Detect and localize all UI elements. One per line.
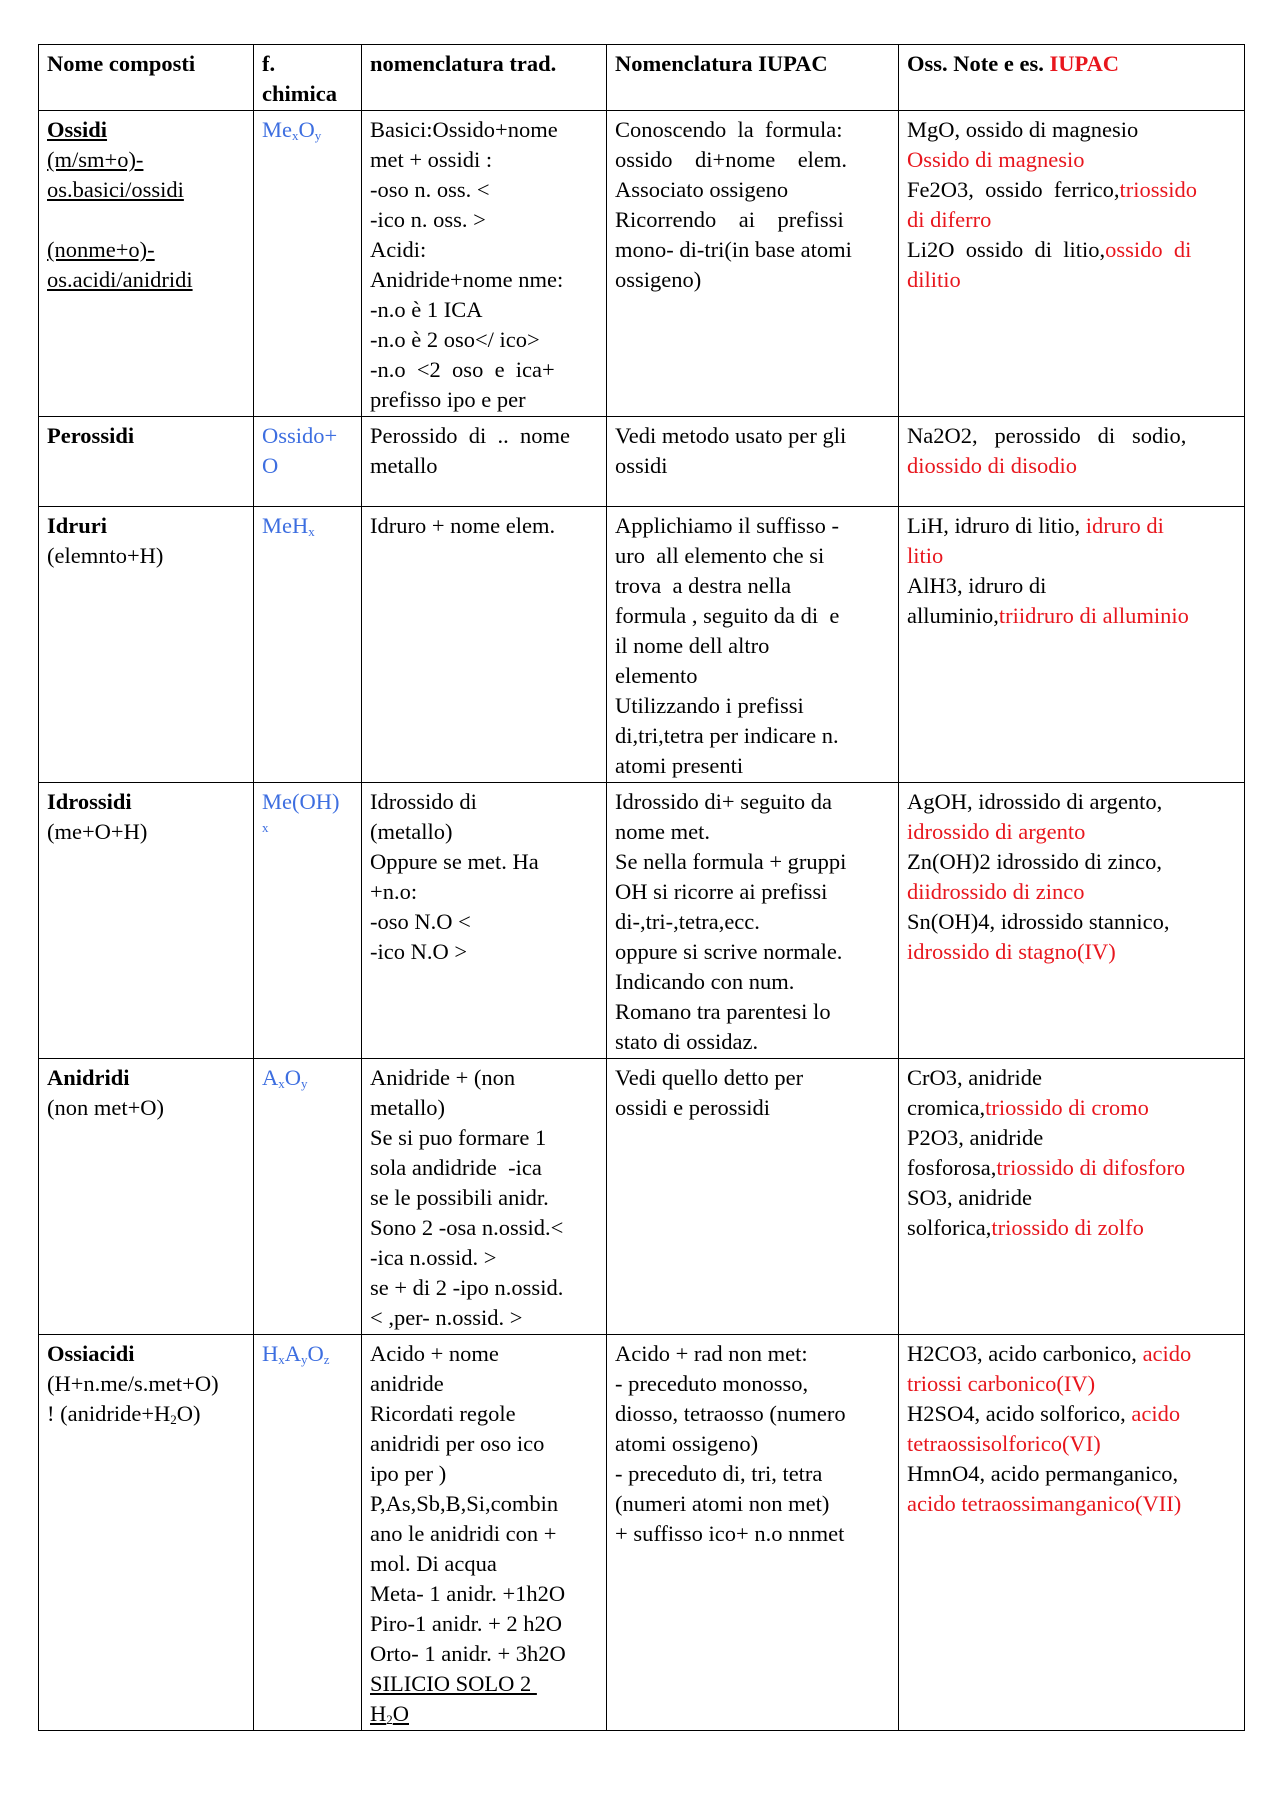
subscript-text: 2	[170, 1412, 177, 1427]
cell-text: -ica n.ossid. >	[370, 1245, 497, 1270]
subscript-text: y	[314, 128, 322, 143]
cell-text: x	[262, 820, 269, 835]
cell-text: triossi carbonico(IV)	[907, 1371, 1096, 1396]
cell-text: alluminio,	[907, 603, 999, 628]
cell-text: Orto- 1 anidr. + 3h2O	[370, 1641, 566, 1666]
cell-formula	[254, 1335, 362, 1731]
cell-text: diidrossido di zinco	[907, 879, 1085, 904]
cell-text: Sn(OH)4, idrossido stannico,	[907, 909, 1170, 934]
header-nomenclatura-trad: nomenclatura trad.	[362, 45, 607, 111]
cell-text: -oso n. oss. <	[370, 177, 490, 202]
cell-text: Se nella formula + gruppi	[615, 849, 847, 874]
header-formula: f. chimica	[254, 45, 362, 111]
nomenclature-table	[38, 44, 1245, 1731]
cell-text: triossido	[1119, 177, 1197, 202]
cell-text: acido	[1131, 1401, 1181, 1426]
cell-text: triidruro di alluminio	[998, 603, 1189, 628]
table-row-ossidi	[39, 111, 1245, 417]
cell-text: solforica,	[907, 1215, 992, 1240]
cell-text: ! (anidride+H	[47, 1401, 171, 1426]
cell-text: + suffisso ico+ n.o nnmet	[615, 1521, 845, 1546]
cell-text	[907, 511, 1236, 541]
cell-text: SO3, anidride	[907, 1185, 1032, 1210]
cell-text: Ricorrendo ai prefissi	[615, 207, 844, 232]
cell-text: O	[307, 1341, 324, 1366]
cell-trad	[362, 1335, 607, 1731]
cell-text: triossido di difosforo	[996, 1155, 1186, 1180]
cell-notes	[899, 1335, 1245, 1731]
cell-text: Sono 2 -osa n.ossid.<	[370, 1215, 564, 1240]
cell-compound-name	[39, 111, 254, 417]
cell-text: H	[262, 1341, 279, 1366]
cell-text	[907, 1399, 1236, 1429]
cell-text: Associato ossigeno	[615, 177, 789, 202]
table-row-anidridi	[39, 1059, 1245, 1335]
cell-text: nome met.	[615, 819, 710, 844]
cell-text: (non met+O)	[47, 1095, 165, 1120]
cell-iupac	[607, 111, 899, 417]
cell-text: H2CO3, acido carbonico,	[907, 1341, 1137, 1366]
cell-text: se + di 2 -ipo n.ossid.	[370, 1275, 564, 1300]
cell-text: met + ossidi :	[370, 147, 493, 172]
cell-text: idrossido di argento	[907, 819, 1086, 844]
cell-text: Idruro + nome elem.	[370, 513, 556, 538]
cell-text: tetraossisolforico(VI)	[907, 1431, 1101, 1456]
cell-compound-name	[39, 507, 254, 783]
table-row-idrossidi	[39, 783, 1245, 1059]
cell-text: O	[298, 117, 315, 142]
cell-text: Indicando con num.	[615, 969, 795, 994]
cell-notes	[899, 417, 1245, 507]
subscript-text: 2	[386, 1712, 393, 1727]
cell-iupac	[607, 1059, 899, 1335]
table-row-idruri	[39, 507, 1245, 783]
cell-trad	[362, 417, 607, 507]
subscript-text: x	[278, 1352, 285, 1367]
cell-text: Applichiamo il suffisso -	[615, 513, 839, 538]
cell-text: CrO3, anidride	[907, 1065, 1042, 1090]
cell-text: atomi presenti	[615, 753, 744, 778]
cell-text: H2SO4, acido solforico,	[907, 1401, 1126, 1426]
cell-text: (elemnto+H)	[47, 543, 164, 568]
subscript-text: y	[301, 1352, 308, 1367]
cell-text: (me+O+H)	[47, 819, 148, 844]
cell-text: O	[284, 1065, 301, 1090]
cell-formula	[254, 783, 362, 1059]
cell-text: trova a destra nella	[615, 573, 792, 598]
cell-text	[907, 175, 1236, 205]
header-notes	[899, 45, 1245, 111]
compound-name: Idrossidi	[47, 789, 132, 814]
cell-text: Acidi:	[370, 237, 427, 262]
cell-text: Anidride+nome nme:	[370, 267, 564, 292]
cell-text: di,tri,tetra per indicare n.	[615, 723, 839, 748]
header-row	[39, 45, 1245, 111]
cell-text: -n.o è 1 ICA	[370, 297, 483, 322]
cell-formula	[254, 111, 362, 417]
cell-text: Conoscendo la formula:	[615, 117, 843, 142]
subscript-text: x	[292, 128, 299, 143]
cell-text: Vedi metodo usato per gli	[615, 423, 847, 448]
cell-text: Piro-1 anidr. + 2 h2O	[370, 1611, 563, 1636]
cell-text: (metallo)	[370, 819, 453, 844]
cell-iupac	[607, 507, 899, 783]
cell-text: (numeri atomi non met)	[615, 1491, 830, 1516]
cell-text: Meta- 1 anidr. +1h2O	[370, 1581, 566, 1606]
cell-iupac	[607, 1335, 899, 1731]
cell-text: ossigeno)	[615, 267, 702, 292]
cell-text: -oso N.O <	[370, 909, 471, 934]
cell-text: MeH	[262, 513, 309, 538]
cell-text: os.basici/ossidi	[47, 177, 184, 202]
cell-compound-name	[39, 1335, 254, 1731]
compound-name: Perossidi	[47, 423, 135, 448]
cell-text: A	[262, 1065, 279, 1090]
cell-text: uro all elemento che si	[615, 543, 825, 568]
cell-text	[907, 1339, 1236, 1369]
cell-text: mono- di-tri(in base atomi	[615, 237, 852, 262]
cell-text: idrossido di stagno(IV)	[907, 939, 1116, 964]
cell-text: anidridi per oso ico	[370, 1431, 545, 1456]
cell-text: -ico n. oss. >	[370, 207, 486, 232]
cell-text	[907, 601, 1236, 631]
cell-text: HmnO4, acido permanganico,	[907, 1461, 1179, 1486]
subscript-text: y	[301, 1076, 308, 1091]
cell-text: il nome dell altro	[615, 633, 770, 658]
cell-text	[907, 1213, 1236, 1243]
cell-notes	[899, 1059, 1245, 1335]
cell-text: Fe2O3, ossido ferrico,	[907, 177, 1120, 202]
cell-notes	[899, 111, 1245, 417]
cell-text: O	[262, 453, 279, 478]
cell-formula	[254, 507, 362, 783]
cell-text: A	[284, 1341, 301, 1366]
cell-text: ipo per )	[370, 1461, 447, 1486]
cell-iupac	[607, 783, 899, 1059]
cell-text: Ossido+	[262, 423, 338, 448]
cell-trad	[362, 111, 607, 417]
table-row-perossidi	[39, 417, 1245, 507]
cell-text: Me	[262, 117, 292, 142]
cell-text: IUPAC	[1049, 51, 1120, 76]
cell-text: formula , seguito da di e	[615, 603, 840, 628]
cell-text: Romano tra parentesi lo	[615, 999, 831, 1024]
cell-trad	[362, 1059, 607, 1335]
cell-text: litio	[907, 543, 944, 568]
cell-text: SILICIO SOLO 2	[370, 1671, 537, 1696]
header-nome-composti: Nome composti	[39, 45, 254, 111]
cell-text: - preceduto monosso,	[615, 1371, 809, 1396]
cell-text: sola andidride -ica	[370, 1155, 542, 1180]
subscript-text: x	[308, 524, 315, 539]
cell-text: Utilizzando i prefissi	[615, 693, 804, 718]
cell-text: Me(OH)	[262, 789, 340, 814]
cell-text: Ossido di magnesio	[907, 147, 1085, 172]
cell-text: AgOH, idrossido di argento,	[907, 789, 1163, 814]
cell-text: OH si ricorre ai prefissi	[615, 879, 828, 904]
cell-text: -n.o <2 oso e ica+	[370, 357, 555, 382]
compound-name: Idruri	[47, 513, 108, 538]
cell-text: O	[392, 1701, 409, 1726]
cell-text: P2O3, anidride	[907, 1125, 1044, 1150]
cell-text: Oss. Note e es.	[907, 51, 1044, 76]
cell-text: acido	[1142, 1341, 1192, 1366]
cell-formula	[254, 1059, 362, 1335]
cell-text: (nonme+o)-	[47, 237, 155, 262]
cell-text: Acido + nome	[370, 1341, 499, 1366]
cell-text: -ico N.O >	[370, 939, 468, 964]
compound-name: Anidridi	[47, 1065, 130, 1090]
table-row-ossiacidi	[39, 1335, 1245, 1731]
cell-text: triossido di zolfo	[991, 1215, 1144, 1240]
cell-text: oppure si scrive normale.	[615, 939, 843, 964]
cell-compound-name	[39, 417, 254, 507]
cell-text: atomi ossigeno)	[615, 1431, 759, 1456]
cell-text	[907, 1093, 1236, 1123]
cell-text: Vedi quello detto per	[615, 1065, 804, 1090]
cell-text: elemento	[615, 663, 698, 688]
cell-notes	[899, 783, 1245, 1059]
cell-text: mol. Di acqua	[370, 1551, 497, 1576]
cell-trad	[362, 783, 607, 1059]
cell-text: diosso, tetraosso (numero	[615, 1401, 846, 1426]
cell-compound-name	[39, 1059, 254, 1335]
cell-text: metallo)	[370, 1095, 445, 1120]
cell-text: MgO, ossido di magnesio	[907, 117, 1139, 142]
compound-name: Ossiacidi	[47, 1341, 135, 1366]
cell-text: Li2O ossido di litio,	[907, 237, 1106, 262]
cell-text: diossido di disodio	[907, 453, 1078, 478]
cell-text: (H+n.me/s.met+O)	[47, 1371, 219, 1396]
cell-text	[47, 1399, 245, 1429]
cell-text: Idrossido di	[370, 789, 477, 814]
cell-text: Na2O2, perossido di sodio,	[907, 423, 1187, 448]
document-page	[38, 44, 1244, 1731]
cell-text: Oppure se met. Ha	[370, 849, 539, 874]
cell-text: Basici:Ossido+nome	[370, 117, 558, 142]
cell-text: di-,tri-,tetra,ecc.	[615, 909, 760, 934]
cell-iupac	[607, 417, 899, 507]
cell-formula	[254, 417, 362, 507]
cell-compound-name	[39, 783, 254, 1059]
cell-text: +n.o:	[370, 879, 418, 904]
cell-text	[47, 205, 245, 235]
cell-text: ossidi	[615, 453, 668, 478]
compound-name: Ossidi	[47, 117, 108, 142]
cell-text: Acido + rad non met:	[615, 1341, 808, 1366]
cell-text: fosforosa,	[907, 1155, 997, 1180]
cell-text: -n.o è 2 oso</ ico>	[370, 327, 540, 352]
cell-text: metallo	[370, 453, 438, 478]
cell-text: Zn(OH)2 idrossido di zinco,	[907, 849, 1162, 874]
cell-text: Se si puo formare 1	[370, 1125, 547, 1150]
cell-text: (m/sm+o)-	[47, 147, 144, 172]
cell-text: Idrossido di+ seguito da	[615, 789, 833, 814]
cell-text: os.acidi/anidridi	[47, 267, 193, 292]
subscript-text: x	[278, 1076, 285, 1091]
cell-text	[907, 235, 1236, 265]
cell-text	[907, 1153, 1236, 1183]
cell-text: ossidi e perossidi	[615, 1095, 770, 1120]
cell-text: triossido di cromo	[985, 1095, 1149, 1120]
cell-text: LiH, idruro di litio,	[907, 513, 1081, 538]
cell-text: stato di ossidaz.	[615, 1029, 759, 1054]
header-nomenclatura-iupac: Nomenclatura IUPAC	[607, 45, 899, 111]
cell-text: acido tetraossimanganico(VII)	[907, 1491, 1182, 1516]
cell-text: H	[370, 1701, 387, 1726]
cell-text: ossido di+nome elem.	[615, 147, 848, 172]
cell-trad	[362, 507, 607, 783]
cell-text: - preceduto di, tri, tetra	[615, 1461, 823, 1486]
subscript-text: z	[323, 1352, 330, 1367]
cell-text: anidride	[370, 1371, 444, 1396]
cell-text: di diferro	[907, 207, 992, 232]
cell-text: Anidride + (non	[370, 1065, 516, 1090]
cell-text: ossido di	[1105, 237, 1192, 262]
cell-text: se le possibili anidr.	[370, 1185, 549, 1210]
cell-text: Perossido di .. nome	[370, 423, 570, 448]
cell-text: P,As,Sb,B,Si,combin	[370, 1491, 559, 1516]
cell-text: AlH3, idruro di	[907, 573, 1047, 598]
cell-notes	[899, 507, 1245, 783]
cell-text: cromica,	[907, 1095, 986, 1120]
cell-text: O)	[176, 1401, 201, 1426]
cell-text: Ricordati regole	[370, 1401, 516, 1426]
cell-text: dilitio	[907, 267, 961, 292]
cell-text: ano le anidridi con +	[370, 1521, 557, 1546]
cell-text: < ,per- n.ossid. >	[370, 1305, 523, 1330]
cell-text: prefisso ipo e per	[370, 387, 526, 412]
cell-text: idruro di	[1085, 513, 1164, 538]
cell-text	[370, 1699, 598, 1729]
